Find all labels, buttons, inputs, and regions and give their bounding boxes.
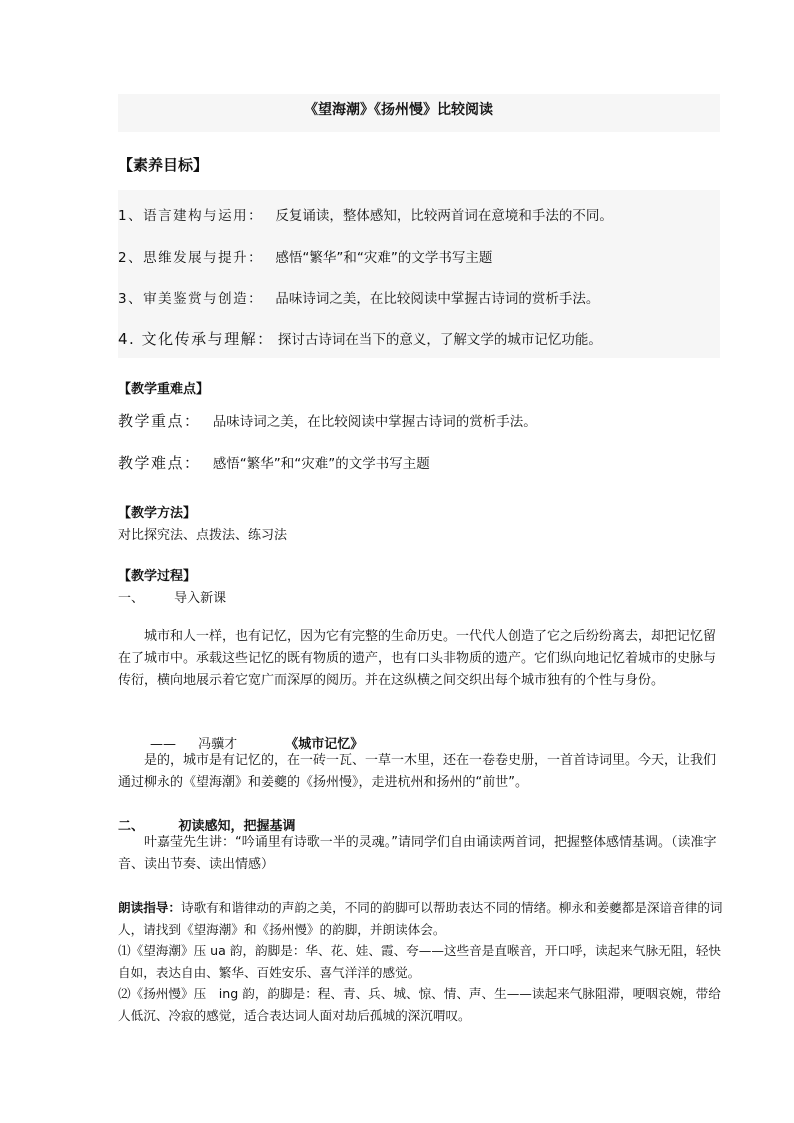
rhyme-note-2: ⑵《扬州慢》压 ing 韵，韵脚是：程、青、兵、城、惊、情、声、生——读起来气脉阻滞，哽咽哀婉，带给人低沉、冷寂的感觉，适合表达词人面对劫后孤城的深沉喟叹。 bbox=[118, 986, 721, 1023]
methods-text: 对比探究法、点拨法、练习法 bbox=[118, 528, 288, 543]
objective-text: 感悟“繁华”和“灾难”的文学书写主题 bbox=[275, 250, 493, 266]
attribution-author: 冯骥才 bbox=[198, 737, 238, 752]
difficulty-label: 教学难点： bbox=[118, 454, 201, 472]
teaching-focus bbox=[118, 410, 537, 431]
attribution-dash: —— bbox=[150, 737, 176, 752]
objective-3 bbox=[118, 287, 599, 307]
rhyme-note-1: ⑴《望海潮》压 ua 韵，韵脚是：华、花、娃、霞、夸——这些音是直喉音，开口呼，读起来气脉无阻，轻快自如，表达自由、繁华、百姓安乐、喜气洋洋的感觉。 bbox=[118, 943, 722, 980]
focus-label: 教学重点： bbox=[118, 412, 201, 430]
objective-label: 1、语言建构与运用： bbox=[118, 208, 264, 224]
objectives-heading: 【素养目标】 bbox=[118, 156, 209, 174]
guide-text: 诗歌有和谐律动的声韵之美，不同的韵脚可以帮助表达不同的情绪。柳永和姜夔都是深谙音律的词人，请找到《望海潮》和《扬州慢》的韵脚，并朗读体会。 bbox=[118, 900, 723, 937]
objective-label: 2、思维发展与提升： bbox=[118, 250, 264, 266]
step-title: 初读感知，把握基调 bbox=[178, 819, 296, 834]
step-number: 一、 bbox=[118, 591, 145, 606]
methods-heading: 【教学方法】 bbox=[118, 506, 197, 521]
page-title: 《望海潮》《扬州慢》比较阅读 bbox=[304, 102, 493, 118]
reading-guide bbox=[118, 897, 728, 940]
objective-text: 反复诵读，整体感知，比较两首词在意境和手法的不同。 bbox=[275, 208, 613, 224]
intro-paragraph: 是的，城市是有记忆的，在一砖一瓦、一草一木里，还在一卷卷史册，一首首诗词里。今天，让我们通过柳永的《望海潮》和姜夔的《扬州慢》，走进杭州和扬州的“前世”。 bbox=[118, 753, 717, 790]
key-points-heading: 【教学重难点】 bbox=[118, 382, 210, 397]
objective-2 bbox=[118, 246, 492, 266]
objective-label: 4. 文化传承与理解： bbox=[118, 330, 274, 348]
objective-text: 探讨古诗词在当下的意义，了解文学的城市记忆功能。 bbox=[277, 332, 602, 348]
step-1 bbox=[118, 587, 226, 606]
step-title: 导入新课 bbox=[174, 591, 227, 606]
step-number: 二、 bbox=[118, 819, 145, 834]
difficulty-text: 感悟“繁华”和“灾难”的文学书写主题 bbox=[212, 456, 430, 472]
teaching-difficulty bbox=[118, 452, 430, 473]
city-memory-quote: 城市和人一样，也有记忆，因为它有完整的生命历史。一代代人创造了它之后纷纷离去，却把记忆留在了城市中。承载这些记忆的既有物质的遗产，也有口头非物质的遗产。它们纵向地记忆着城市的史脉与传衍，横向地展示着它宽广而深厚的阅历。并在这纵横之间交织出每个城市独有的个性与身份。 bbox=[118, 629, 717, 688]
guide-label: 朗读指导： bbox=[118, 900, 181, 915]
focus-text: 品味诗词之美，在比较阅读中掌握古诗词的赏析手法。 bbox=[212, 414, 537, 430]
objective-1 bbox=[118, 204, 613, 224]
objective-label: 3、审美鉴赏与创造： bbox=[118, 291, 264, 307]
step-2-paragraph: 叶嘉莹先生讲：“吟诵里有诗歌一半的灵魂。”请同学们自由诵读两首词，把握整体感情基调。（读准字音、读出节奏、读出情感） bbox=[118, 835, 717, 872]
objective-4 bbox=[118, 328, 602, 349]
attribution-work: 《城市记忆》 bbox=[285, 737, 364, 752]
objective-text: 品味诗词之美，在比较阅读中掌握古诗词的赏析手法。 bbox=[275, 291, 600, 307]
process-heading: 【教学过程】 bbox=[118, 569, 197, 584]
